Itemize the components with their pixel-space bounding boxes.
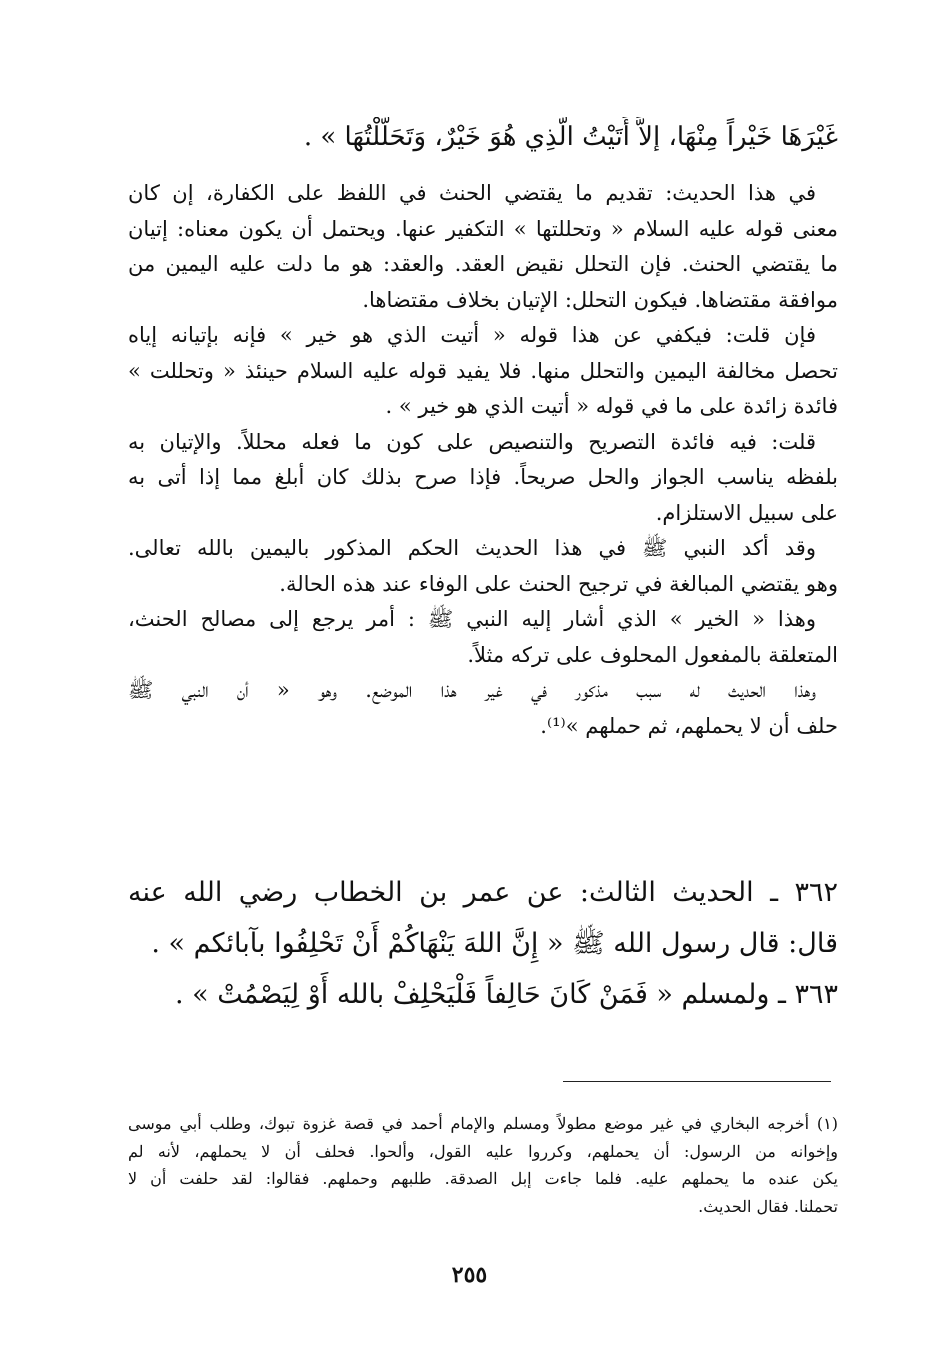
footnote-divider xyxy=(563,1081,831,1082)
text-line: وقد أكد النبي ﷺ في هذا الحديث الحكم المذكور باليمين بالله تعالى. xyxy=(128,536,816,560)
commentary-body xyxy=(128,176,838,744)
text-line: فإن قلت: فيكفي عن هذا قوله « أتيت الذي هو خير » فإنه بإتيانه إياه xyxy=(128,323,816,347)
footnote-line: وإخوانه من الرسول: أن يحملهم، وكرروا عليه القول، وألحوا. فحلف أن لا يحملهم، لأنه لم xyxy=(128,1141,838,1161)
hadith-section xyxy=(128,867,838,1020)
text-line: المتعلقة بالمفعول المحلوف على تركه مثلاً. xyxy=(467,642,838,667)
footnote-line: يكن عنده ما يحملهم عليه. فلما جاءت إبل الصدقة. طلبهم وحملهم. فقالوا: لقد حلفت أن لا xyxy=(128,1169,838,1188)
text-line: قلت: فيه فائدة التصريح والتنصيص على كون ما فعله محللاً. والإتيان به xyxy=(128,429,816,454)
text-line: وهذا الحديث له سبب مذكور في غير هذا الموضع. وهو « أن النبي ﷺ xyxy=(128,678,816,702)
text-line: تحصل مخالفة اليمين والتحلل منها. فلا يفيد قوله عليه السلام حينئذ « وتحللت » xyxy=(128,358,838,383)
hadith-363-line: ٣٦٣ ـ ولمسلم « فَمَنْ كَانَ حَالِفاً فَلْيَحْلِفْ بالله أَوْ لِيَصْمُتْ » . xyxy=(174,979,838,1010)
hadith-362-line: ٣٦٢ ـ الحديث الثالث: عن عمر بن الخطاب رضي الله عنه xyxy=(128,877,838,908)
footnotes xyxy=(128,1110,838,1220)
footnote-line: تحملنا. فقال الحديث. xyxy=(698,1196,838,1216)
text-line: في هذا الحديث: تقديم ما يقتضي الحنث في اللفظ على الكفارة، إن كان xyxy=(128,181,816,205)
text-line: وهذا « الخير » الذي أشار إليه النبي ﷺ : أمر يرجع إلى مصالح الحنث، xyxy=(128,607,816,631)
text-line: ما يقتضي الحنث. فإن التحلل نقيض العقد. والعقد: هو ما دلت عليه اليمين من xyxy=(128,252,838,276)
text-line: موافقة مقتضاها. فيكون التحلل: الإتيان بخلاف مقتضاها. xyxy=(362,287,838,312)
hadith-continuation xyxy=(128,117,838,157)
hadith-362-line: قال: قال رسول الله ﷺ « إِنَّ اللهَ يَنْهَاكُمْ أَنْ تَحْلِفُوا بآبائكم » . xyxy=(151,928,838,959)
text-line: غَيْرَهَا خَيْراً مِنْهَا، إلاَّ أَتَيْتُ الَّذِي هُوَ خَيْرٌ، وَتَحَلَّلْتُهَا » . xyxy=(303,122,838,152)
text-line: على سبيل الاستلزام. xyxy=(655,500,838,525)
text-line: معنى قوله عليه السلام « وتحللتها » التكفير عنها. ويحتمل أن يكون معناه: إتيان xyxy=(128,216,838,241)
text-line: بلفظه يناسب الجواز والحل صريحاً. فإذا صرح بذلك كان أبلغ مما إذا أتى به xyxy=(128,465,838,489)
page-number: ٢٥٥ xyxy=(451,1262,488,1288)
text-line: حلف أن لا يحملهم، ثم حملهم »⁽¹⁾. xyxy=(540,713,838,738)
text-line: وهو يقتضي المبالغة في ترجيح الحنث على الوفاء عند هذه الحالة. xyxy=(279,571,838,596)
text-line: فائدة زائدة على ما في قوله « أتيت الذي هو خير » . xyxy=(385,394,838,418)
footnote-line: (١) أخرجه البخاري في غير موضع مطولاً ومسلم والإمام أحمد في قصة غزوة تبوك، وطلب أبي موسى xyxy=(128,1114,838,1133)
